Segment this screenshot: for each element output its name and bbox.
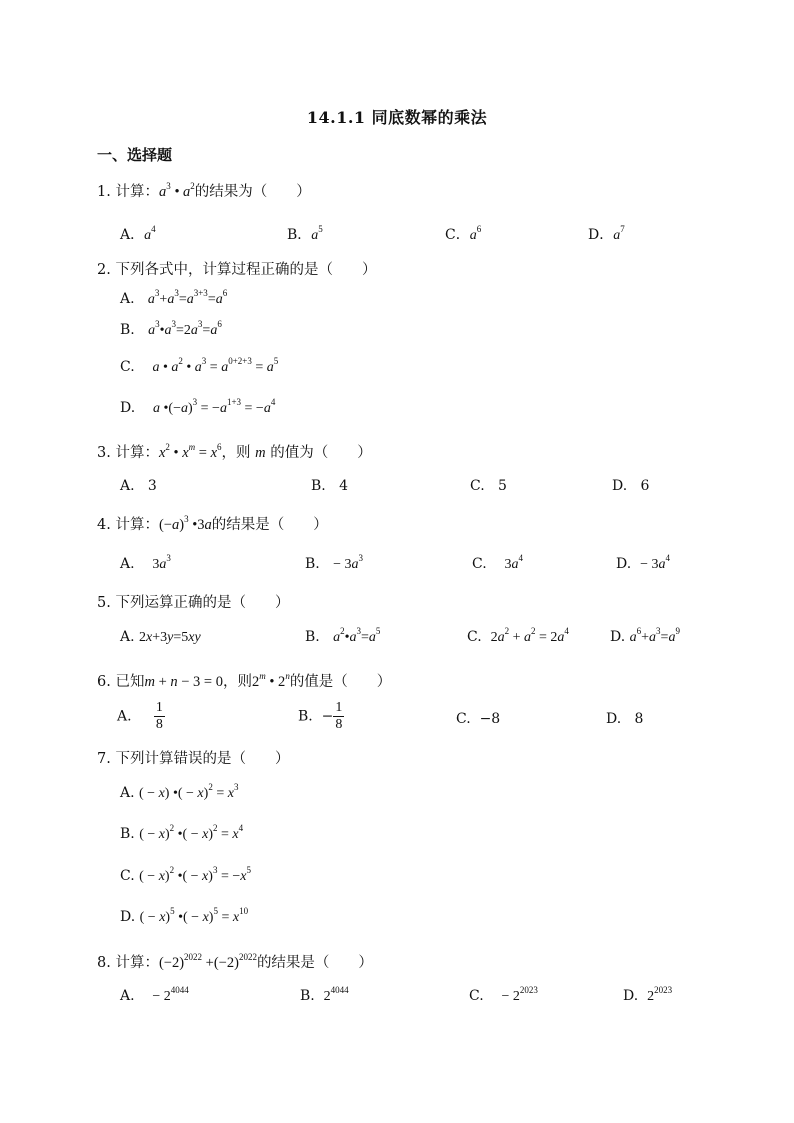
question-2-stem bbox=[97, 258, 376, 279]
fraction: $\frac{1}{8}$ bbox=[335, 700, 343, 732]
question-expression: $(-2)^{2022} +(-2)^{2022}$ bbox=[158, 952, 257, 971]
option-c[interactable]: C. − $2^{2023}$ bbox=[469, 985, 538, 1004]
question-prefix: 下列运算正确的是（ ） bbox=[115, 595, 290, 611]
question-prefix: 计算： bbox=[115, 445, 159, 461]
option-b[interactable]: B. 4 bbox=[311, 478, 349, 494]
question-suffix: 的结果是（ ） bbox=[256, 955, 373, 971]
question-number: 8. bbox=[97, 955, 111, 971]
option-a[interactable]: A. 3 bbox=[120, 478, 157, 494]
question-3-stem: 3. 计算：$x^2$ • $x^m = x^6$，则 m 的值为（ ） bbox=[97, 442, 372, 461]
option-c[interactable]: C．$a^6$ bbox=[445, 224, 482, 243]
question-number: 4. bbox=[97, 517, 111, 533]
option-a[interactable]: A. $3a^3$ bbox=[120, 553, 171, 572]
option-c[interactable]: C. $2a^2 + a^2 = 2a^4$ bbox=[467, 626, 569, 645]
question-suffix: 的值是（ ） bbox=[289, 674, 392, 690]
question-5-stem bbox=[97, 591, 289, 612]
option-b[interactable]: B．$a^5$ bbox=[287, 224, 323, 243]
option-c[interactable]: C. 5 bbox=[470, 478, 507, 494]
question-4-stem bbox=[97, 513, 328, 534]
question-suffix: 的结果是（ ） bbox=[211, 517, 328, 533]
question-prefix: 计算： bbox=[115, 184, 159, 200]
section-heading: 一、选择题 bbox=[97, 146, 173, 164]
question-suffix: 的值为（ ） bbox=[270, 445, 372, 461]
question-prefix: 计算： bbox=[115, 955, 159, 971]
option-b[interactable]: B. $a^2•a^3=a^5$ bbox=[305, 626, 381, 645]
option-c[interactable]: C. ( − x)$^2$ •( − $x)^3 = -x^5$ bbox=[120, 865, 251, 884]
question-number: 3. bbox=[97, 445, 111, 461]
option-a[interactable]: A. − $2^{4044}$ bbox=[120, 985, 189, 1004]
question-number: 6. bbox=[97, 674, 111, 690]
question-6-stem: 6. 已知m + n − 3 = 0，则2$^m$ • 2$^n$的值是（ ） bbox=[97, 671, 392, 690]
option-d[interactable]: D. ( − x)$^5$ •( − $x)^5 = x^{10}$ bbox=[120, 906, 249, 925]
question-number: 7. bbox=[97, 751, 111, 767]
option-a[interactable]: A. $\frac{1}{8}$ bbox=[117, 700, 163, 732]
question-suffix: 的结果为（ ） bbox=[194, 184, 311, 200]
question-number: 5. bbox=[97, 595, 111, 611]
question-expression-2: 2$^m$ • 2$^n$ bbox=[251, 671, 290, 690]
question-expression: $(-a)^3$ •3a bbox=[158, 514, 212, 533]
option-a[interactable]: A．$a^4$ bbox=[120, 224, 156, 243]
question-prefix: 下列各式中，计算过程正确的是（ ） bbox=[115, 262, 377, 278]
option-d[interactable]: D. − $3a^4$ bbox=[616, 553, 670, 572]
option-c[interactable]: C. a • $a^2$ • $a^3 = a^{0+2+3} = a^5$ bbox=[120, 356, 279, 375]
question-prefix: 计算： bbox=[115, 517, 159, 533]
option-b[interactable]: B. − $\frac{1}{8}$ bbox=[298, 700, 343, 732]
option-c[interactable]: C. −8 bbox=[456, 711, 501, 727]
option-a[interactable]: A. 2x+3y=5xy bbox=[120, 629, 201, 645]
fraction: $\frac{1}{8}$ bbox=[155, 700, 163, 732]
option-b[interactable]: B. $a^3•a^3=2a^3=a^6$ bbox=[120, 319, 222, 338]
option-d[interactable]: D. $a^6+a^3=a^9$ bbox=[610, 626, 680, 645]
option-c[interactable]: C. $3a^4$ bbox=[472, 553, 523, 572]
option-d[interactable]: D. $2^{2023}$ bbox=[623, 985, 673, 1004]
question-prefix: 下列计算错误的是（ ） bbox=[115, 751, 290, 767]
option-d[interactable]: D. a $•(-a)^3 = -a^{1+3} = -a^4$ bbox=[120, 397, 276, 416]
option-b[interactable]: B. ( − x)$^2$ •( − $x)^2 = x^4$ bbox=[120, 823, 244, 842]
question-1-stem bbox=[97, 180, 311, 201]
option-b[interactable]: B. − $3a^3$ bbox=[305, 553, 364, 572]
question-prefix: 已知 bbox=[115, 674, 145, 690]
page-title: 14.1.1 同底数幂的乘法 bbox=[306, 108, 488, 127]
question-number: 2. bbox=[97, 262, 111, 278]
question-number: 1. bbox=[97, 184, 111, 200]
option-d[interactable]: D. 8 bbox=[606, 711, 644, 727]
question-expression: m + n − 3 = 0 bbox=[144, 674, 223, 690]
question-expression: $a^3$ • $a^2$ bbox=[158, 181, 195, 200]
option-b[interactable]: B. $2^{4044}$ bbox=[300, 985, 349, 1004]
option-d[interactable]: D．$a^7$ bbox=[588, 224, 625, 243]
question-7-stem bbox=[97, 747, 289, 768]
option-a[interactable]: A. $a^3+a^3=a^{3+3}=a^6$ bbox=[120, 288, 228, 307]
question-expression: $x^2$ • $x^m = x^6$ bbox=[158, 442, 222, 461]
option-d[interactable]: D. 6 bbox=[612, 478, 650, 494]
question-8-stem bbox=[97, 951, 373, 972]
option-a[interactable]: A. ( − x) •( − $x)^2 = x^3$ bbox=[120, 782, 239, 801]
